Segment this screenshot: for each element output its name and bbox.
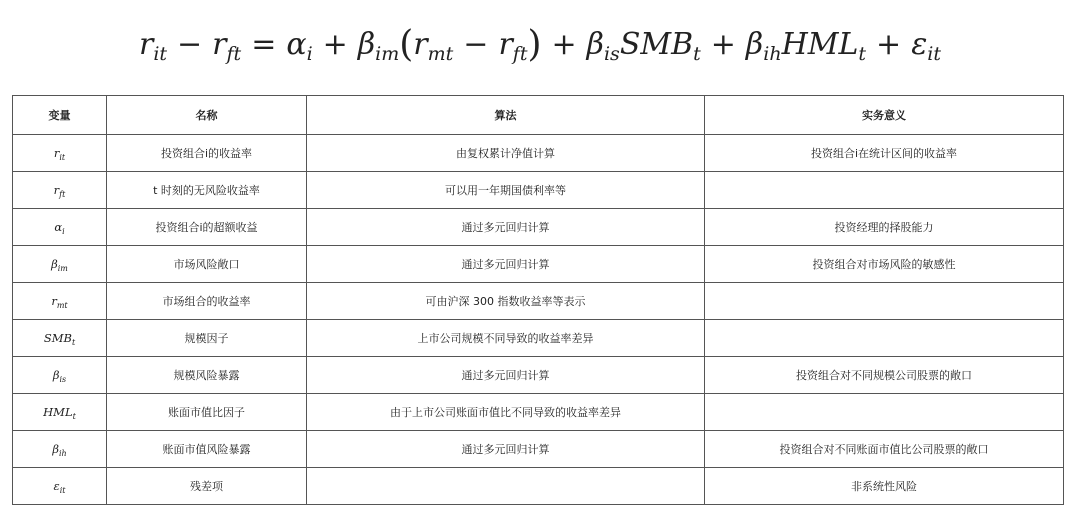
cell-method: 上市公司规模不同导致的收益率差异	[307, 320, 705, 357]
cell-meaning: 投资经理的择股能力	[705, 209, 1064, 246]
cell-variable	[13, 172, 107, 209]
variable-symbol: $\alpha_i$	[54, 220, 65, 236]
table-header-row	[13, 96, 1064, 135]
cell-name: 投资组合i的超额收益	[107, 209, 307, 246]
variable-symbol: $\beta_{im}$	[51, 257, 68, 273]
table-row	[13, 172, 1064, 209]
table-row	[13, 320, 1064, 357]
cell-method: 通过多元回归计算	[307, 357, 705, 394]
table-row	[13, 246, 1064, 283]
formula-term: $r_{ft}$	[498, 26, 528, 65]
cell-name: 账面市值风险暴露	[107, 431, 307, 468]
table-row	[13, 209, 1064, 246]
cell-method: 可由沪深 300 指数收益率等表示	[307, 283, 705, 320]
formula-operator: +	[322, 26, 348, 62]
cell-name: 投资组合i的收益率	[107, 135, 307, 172]
table-row	[13, 431, 1064, 468]
variable-symbol: $r_{ft}$	[53, 183, 66, 199]
cell-name: 残差项	[107, 468, 307, 505]
cell-variable	[13, 283, 107, 320]
formula-operator: +	[551, 26, 577, 62]
variable-symbol: $r_{mt}$	[51, 294, 68, 310]
formula-operator: −	[177, 26, 203, 62]
formula-term: $SMB_t$	[619, 26, 701, 65]
cell-name: 市场风险敞口	[107, 246, 307, 283]
header-method: 算法	[307, 96, 705, 135]
header-meaning: 实务意义	[705, 96, 1064, 135]
table-row	[13, 135, 1064, 172]
cell-variable	[13, 468, 107, 505]
cell-meaning: 投资组合对不同账面市值比公司股票的敞口	[705, 431, 1064, 468]
variable-symbol: $\beta_{is}$	[52, 368, 67, 384]
table-row	[13, 283, 1064, 320]
cell-name: 账面市值比因子	[107, 394, 307, 431]
table-row	[13, 394, 1064, 431]
cell-variable	[13, 394, 107, 431]
cell-meaning	[705, 283, 1064, 320]
variable-symbol: $SMB_t$	[43, 331, 76, 347]
formula-operator: =	[251, 26, 277, 62]
variable-symbol: $\varepsilon_{it}$	[53, 479, 66, 495]
cell-meaning: 非系统性风险	[705, 468, 1064, 505]
variable-symbol: $\beta_{ih}$	[52, 442, 67, 458]
formula-term: $\alpha_i$	[286, 26, 313, 65]
formula-term: $\beta_{ih}$	[745, 26, 782, 65]
cell-method	[307, 468, 705, 505]
cell-name: 规模因子	[107, 320, 307, 357]
cell-meaning	[705, 394, 1064, 431]
cell-name: t 时刻的无风险收益率	[107, 172, 307, 209]
cell-method: 通过多元回归计算	[307, 431, 705, 468]
formula-operator: −	[463, 26, 489, 62]
fama-french-formula	[0, 14, 1080, 74]
table-row	[13, 468, 1064, 505]
cell-meaning: 投资组合对市场风险的敏感性	[705, 246, 1064, 283]
cell-meaning: 投资组合对不同规模公司股票的敞口	[705, 357, 1064, 394]
cell-method: 由复权累计净值计算	[307, 135, 705, 172]
cell-method: 由于上市公司账面市值比不同导致的收益率差异	[307, 394, 705, 431]
formula-term: $\varepsilon_{it}$	[911, 26, 942, 65]
header-variable: 变量	[13, 96, 107, 135]
formula-term: $HML_t$	[781, 26, 867, 65]
formula-term: $\beta_{im}$	[357, 26, 400, 65]
cell-meaning	[705, 320, 1064, 357]
cell-name: 市场组合的收益率	[107, 283, 307, 320]
cell-variable	[13, 431, 107, 468]
cell-variable	[13, 357, 107, 394]
variable-symbol: $r_{it}$	[53, 146, 66, 162]
formula-operator: +	[876, 26, 902, 62]
formula-term: $r_{ft}$	[212, 26, 242, 65]
header-name: 名称	[107, 96, 307, 135]
cell-meaning: 投资组合i在统计区间的收益率	[705, 135, 1064, 172]
cell-variable	[13, 209, 107, 246]
formula-paren: (	[399, 23, 414, 65]
cell-meaning	[705, 172, 1064, 209]
table-row	[13, 357, 1064, 394]
cell-method: 通过多元回归计算	[307, 209, 705, 246]
cell-method: 可以用一年期国债利率等	[307, 172, 705, 209]
formula-term: $\beta_{is}$	[586, 26, 620, 65]
cell-name: 规模风险暴露	[107, 357, 307, 394]
formula-term: $r_{it}$	[138, 26, 168, 65]
cell-variable	[13, 246, 107, 283]
formula-term: $r_{mt}$	[413, 26, 454, 65]
variables-table	[12, 95, 1064, 505]
formula-operator: +	[710, 26, 736, 62]
cell-method: 通过多元回归计算	[307, 246, 705, 283]
cell-variable	[13, 320, 107, 357]
formula-paren: )	[527, 23, 542, 65]
variable-symbol: $HML_t$	[43, 405, 76, 421]
cell-variable	[13, 135, 107, 172]
